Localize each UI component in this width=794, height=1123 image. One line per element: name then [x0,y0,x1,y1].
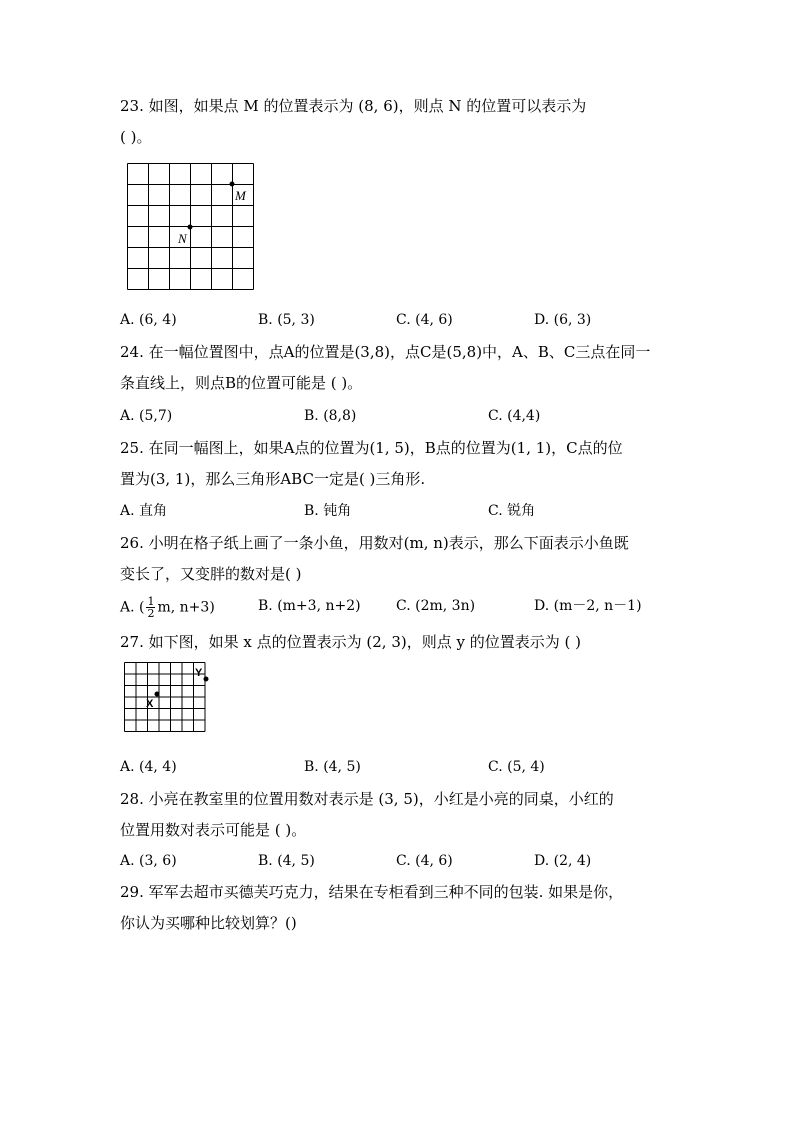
q24-option-a[interactable]: A. (5,7) [120,408,173,424]
q25-text-line2: 置为(3, 1)，那么三角形ABC一定是( )三角形. [120,470,426,488]
q28-option-a[interactable]: A. (3, 6) [120,853,177,869]
q26-option-c[interactable]: C. (2m, 3n) [396,598,476,614]
q26-option-a-fraction [146,596,155,619]
q27-point-y [204,677,209,682]
q24-text-line1: 24. 在一幅位置图中，点A的位置是(3,8)，点C是(5,8)中，A、B、C三点在同一 [120,343,651,361]
q26-option-a-suffix: m, n+3) [157,599,215,616]
q24-text-line2: 条直线上，则点B的位置可能是 ( )。 [120,374,363,392]
q25-text-line1: 25. 在同一幅图上，如果A点的位置为(1, 5)，B点的位置为(1, 1)，C点的位 [120,439,623,457]
q28-text-line1: 28. 小亮在教室里的位置用数对表示是 (3, 5)，小红是小亮的同桌，小红的 [120,790,614,808]
q23-text-line1: 23. 如图，如果点 M 的位置表示为 (8, 6)，则点 N 的位置可以表示为 [120,97,587,115]
q23-text-line2: ( )。 [120,128,152,146]
q28-text-line2: 位置用数对表示可能是 ( )。 [120,821,307,839]
q23-grid-figure [127,163,257,293]
q26-option-a[interactable] [120,596,215,619]
q23-label-m: M [235,188,246,203]
q25-option-a[interactable]: A. 直角 [120,503,168,519]
q27-option-a[interactable]: A. (4, 4) [120,759,177,775]
q27-option-b[interactable]: B. (4, 5) [304,759,361,775]
q23-label-n: N [178,231,187,246]
q26-fraction-numerator: 1 [147,595,155,608]
q23-point-m [230,182,235,187]
q23-option-b[interactable]: B. (5, 3) [258,312,315,328]
q27-label-y: Y [195,667,203,679]
q28-option-b[interactable]: B. (4, 5) [258,853,315,869]
q23-option-c[interactable]: C. (4, 6) [396,312,453,328]
q26-text-line1: 26. 小明在格子纸上画了一条小鱼，用数对(m, n)表示，那么下面表示小鱼既 [120,534,629,552]
q29-text-line2: 你认为买哪种比较划算？() [120,914,297,932]
q27-option-c[interactable]: C. (5, 4) [488,759,545,775]
q23-option-a[interactable]: A. (6, 4) [120,312,177,328]
q27-text-line1: 27. 如下图，如果 x 点的位置表示为 (2, 3)，则点 y 的位置表示为 ( ) [120,633,581,651]
q26-fraction-denominator: 2 [147,607,155,620]
q23-option-d[interactable]: D. (6, 3) [534,312,592,328]
q25-option-b[interactable]: B. 钝角 [304,503,352,519]
q27-label-x: X [146,698,154,710]
q26-option-b[interactable]: B. (m+3, n+2) [258,598,361,614]
q25-option-c[interactable]: C. 锐角 [488,503,536,519]
q26-text-line2: 变长了，又变胖的数对是( ) [120,565,302,583]
q28-option-d[interactable]: D. (2, 4) [534,853,592,869]
q28-option-c[interactable]: C. (4, 6) [396,853,453,869]
q23-point-n [188,225,193,230]
q27-grid-figure [124,662,214,742]
q26-option-d[interactable]: D. (m－2, n－1) [534,598,642,614]
q26-option-a-prefix: A. ( [120,599,145,616]
q27-point-x [155,692,160,697]
q29-text-line1: 29. 军军去超市买德芙巧克力，结果在专柜看到三种不同的包装. 如果是你， [120,883,624,901]
q24-option-b[interactable]: B. (8,8) [304,408,357,424]
q24-option-c[interactable]: C. (4,4) [488,408,541,424]
